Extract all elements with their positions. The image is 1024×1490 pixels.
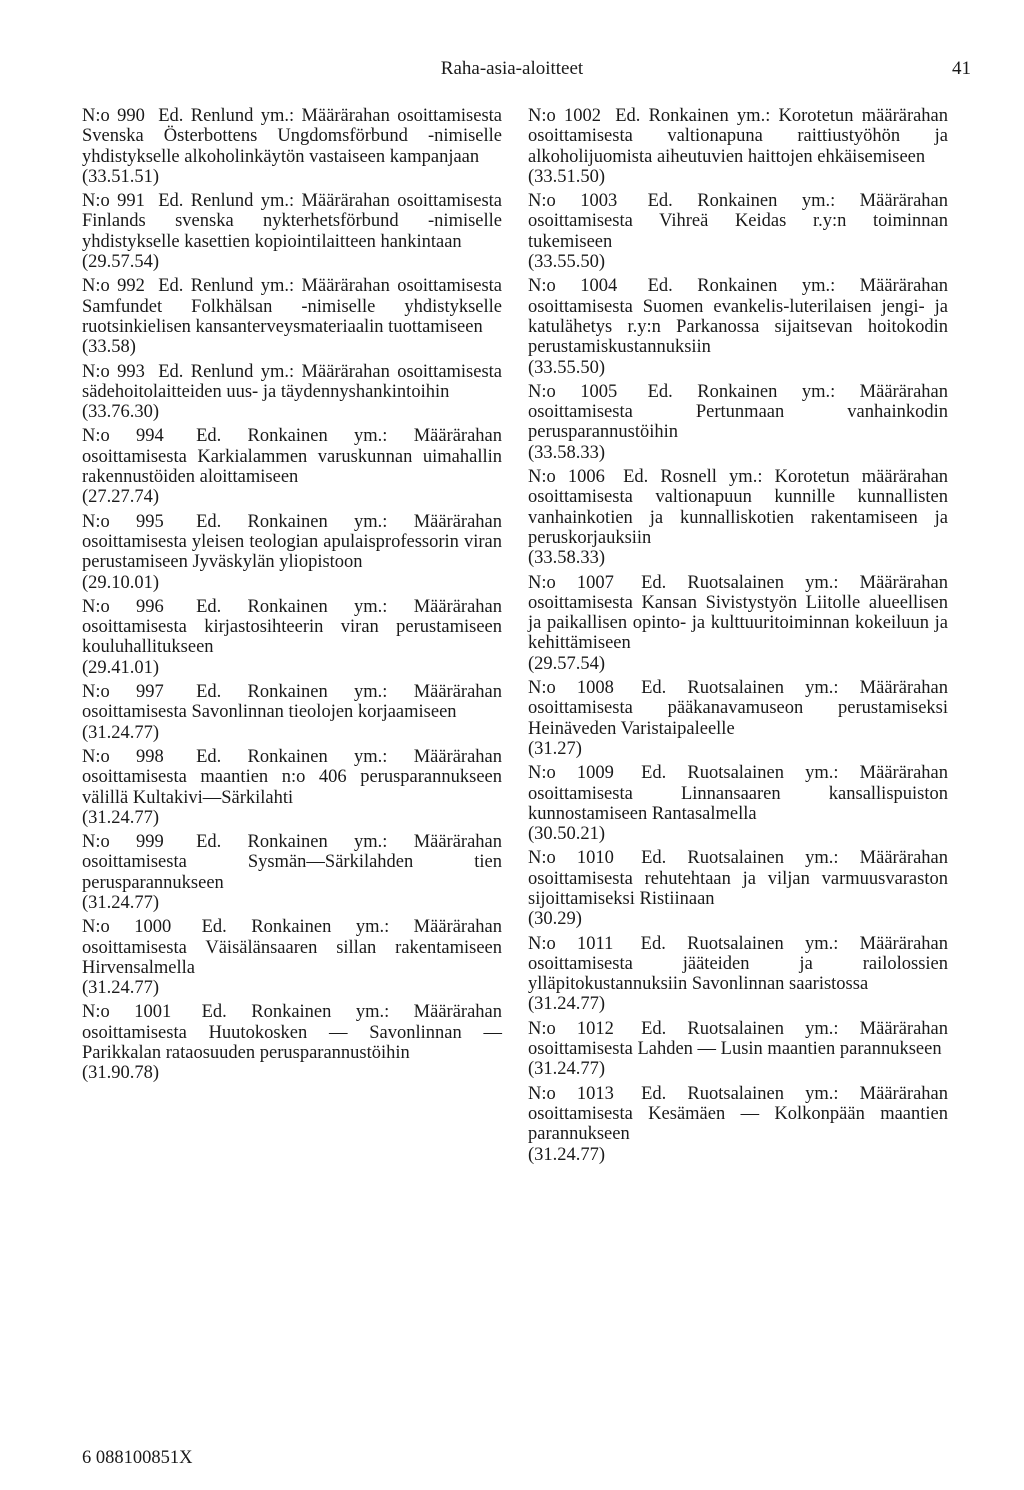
entry-number: N:o 1013 xyxy=(528,1083,614,1104)
entry xyxy=(528,934,948,1015)
entry xyxy=(528,191,948,272)
entry-code: (30.29) xyxy=(528,909,582,930)
entry-text: Ed. Ronkainen ym.: Määrärahan osoittamisesta Karkialammen varuskunnan uimahallin rakennustöiden aloittamiseen xyxy=(82,426,503,488)
entry-code: (33.55.50) xyxy=(528,357,606,378)
entry-code: (30.50.21) xyxy=(528,824,606,845)
entry xyxy=(528,848,948,929)
entry-text: Ed. Ruotsalainen ym.: Määrärahan osoittamisesta Kansan Sivistystyön Liitolle alueellisen ja paikallisen opinto- ja kulttuuritoiminnan kokeiluun ja kehittämiseen xyxy=(528,572,949,654)
right-column xyxy=(528,106,948,1169)
entry-number: N:o 1009 xyxy=(528,763,614,784)
entry xyxy=(82,917,502,998)
entry-number: N:o 993 xyxy=(82,361,145,382)
entry-code: (33.58) xyxy=(82,337,136,358)
entry xyxy=(528,573,948,674)
entry-number: N:o 1012 xyxy=(528,1018,614,1039)
entry xyxy=(528,1084,948,1165)
entry-text: Ed. Renlund ym.: Määrärahan osoittamisesta Svenska Österbottens Ungdomsförbund -nimiselle yhdistykselle alkoholinkäytön vastaiseen kampanjaan xyxy=(82,106,503,167)
entry-text: Ed. Ronkainen ym.: Määrärahan osoittamisesta Huutokosken — Savonlinnan — Parikkalan rataosuuden perusparannustöihin xyxy=(82,1002,502,1064)
entry-text: Ed. Ronkainen ym.: Määrärahan osoittamisesta Väisälänsaaren sillan rakentamiseen Hirvensalmella xyxy=(82,917,502,978)
entry-text: Ed. Ronkainen ym.: Määrärahan osoittamisesta Vihreä Keidas r.y:n toiminnan tukemiseen xyxy=(528,191,948,252)
entry-code: (33.55.50) xyxy=(528,252,606,273)
entry xyxy=(528,1019,948,1080)
entry-code: (31.27) xyxy=(528,738,582,759)
entry-code: (27.27.74) xyxy=(82,487,160,508)
entry xyxy=(82,362,502,423)
entry xyxy=(82,426,502,507)
entry xyxy=(82,191,502,272)
entry-code: (33.58.33) xyxy=(528,548,606,569)
entry-number: N:o 994 xyxy=(82,426,164,447)
entry xyxy=(528,763,948,844)
entry-number: N:o 1000 xyxy=(82,917,172,938)
left-column xyxy=(82,106,502,1088)
entry-code: (33.76.30) xyxy=(82,402,160,423)
entry-text: Ed. Ronkainen ym.: Määrärahan osoittamisesta Savonlinnan tieolojen korjaamiseen xyxy=(82,682,503,723)
entry-number: N:o 998 xyxy=(82,746,164,767)
entry xyxy=(528,276,948,377)
entry-code: (33.51.51) xyxy=(82,166,160,187)
entry-text: Ed. Renlund ym.: Määrärahan osoittamisesta Samfundet Folkhälsan -nimiselle yhdistykselle ruotsinkielisen kansanterveysmateriaalin tuottamiseen xyxy=(82,276,503,337)
entry-code: (33.51.50) xyxy=(528,166,606,187)
entry-code: (33.58.33) xyxy=(528,442,606,463)
entry-text: Ed. Ronkainen ym.: Korotetun määrärahan osoittamisesta valtionapuna raittiustyöhön ja alkoholijuomista aiheutuvien haittojen ehkäisemiseen xyxy=(528,106,949,167)
entry-number: N:o 999 xyxy=(82,832,164,853)
entry-number: N:o 995 xyxy=(82,511,164,532)
entry-text: Ed. Ruotsalainen ym.: Määrärahan osoittamisesta pääkanavamuseon perustamiseksi Heinäveden Varistaipaleelle xyxy=(528,678,949,739)
entry-text: Ed. Ronkainen ym.: Määrärahan osoittamisesta yleisen teologian apulaisprofessorin viran perustamiseen Jyväskylän yliopistoon xyxy=(82,511,503,573)
entry-number: N:o 1005 xyxy=(528,381,618,402)
entry xyxy=(528,678,948,759)
entry-number: N:o 1008 xyxy=(528,678,614,699)
entry-number: N:o 996 xyxy=(82,596,164,617)
entry-number: N:o 992 xyxy=(82,276,145,297)
entry-text: Ed. Ruotsalainen ym.: Määrärahan osoittamisesta Linnansaaren kansallispuiston kunnostamiseen Rantasalmella xyxy=(528,763,949,824)
entry-number: N:o 1003 xyxy=(528,191,618,212)
entry-text: Ed. Ronkainen ym.: Määrärahan osoittamisesta Suomen evankelis-luterilaisen jengi- ja katulähetys r.y:n Parkanossa sijaitsevan hoitokodin perustamiskustannuksiin xyxy=(528,276,948,358)
entry xyxy=(528,106,948,187)
entry-code: (31.24.77) xyxy=(528,1059,606,1080)
entry xyxy=(82,682,502,743)
entry-number: N:o 1006 xyxy=(528,467,605,488)
entry-text: Ed. Ruotsalainen ym.: Määrärahan osoittamisesta jääteiden ja railolossien ylläpitokustannuksiin Savonlinnan saaristossa xyxy=(528,933,949,995)
entry-code: (31.24.77) xyxy=(528,1144,606,1165)
entry xyxy=(528,467,948,568)
entry xyxy=(82,512,502,593)
entry-code: (31.24.77) xyxy=(528,994,606,1015)
entry xyxy=(82,1002,502,1083)
entry-number: N:o 997 xyxy=(82,682,164,703)
entry-code: (31.90.78) xyxy=(82,1063,160,1084)
entry-text: Ed. Ronkainen ym.: Määrärahan osoittamisesta maantien n:o 406 perusparannukseen välillä Kultakivi—Särkilahti xyxy=(82,746,503,808)
entry xyxy=(82,832,502,913)
entry-text: Ed. Ruotsalainen ym.: Määrärahan osoittamisesta rehutehtaan ja viljan varmuusvaraston sijoittamiseksi Ristiinaan xyxy=(528,848,949,909)
entry-text: Ed. Ruotsalainen ym.: Määrärahan osoittamisesta Kesämäen — Kolkonpään maantien parannukseen xyxy=(528,1083,949,1145)
entry-code: (29.41.01) xyxy=(82,657,160,678)
entry-number: N:o 1004 xyxy=(528,276,618,297)
entry-number: N:o 1011 xyxy=(528,933,614,954)
entry-code: (29.10.01) xyxy=(82,572,160,593)
entry-text: Ed. Renlund ym.: Määrärahan osoittamisesta Finlands svenska nykterhetsförbund -nimiselle yhdistykselle kasettien kopiointilaitteen hankintaan xyxy=(82,191,503,252)
entry-number: N:o 1007 xyxy=(528,572,614,593)
entry-number: N:o 1010 xyxy=(528,848,614,869)
entry-text: Ed. Ronkainen ym.: Määrärahan osoittamisesta Sysmän—Särkilahden tien perusparannukseen xyxy=(82,832,503,893)
entry-code: (29.57.54) xyxy=(82,252,160,273)
entry-text: Ed. Ronkainen ym.: Määrärahan osoittamisesta Pertunmaan vanhainkodin perusparannustöihin xyxy=(528,381,948,443)
entry-code: (29.57.54) xyxy=(528,653,606,674)
entry xyxy=(82,597,502,678)
entry-text: Ed. Rosnell ym.: Korotetun määrärahan osoittamisesta valtionapuun kunnille kunnallisten vanhainkotien ja kunnalliskotien rakentamiseen ja peruskorjauksiin xyxy=(528,467,949,548)
page-number: 41 xyxy=(952,58,971,79)
entry-code: (31.24.77) xyxy=(82,892,160,913)
entry-number: N:o 1001 xyxy=(82,1002,172,1023)
entry-text: Ed. Renlund ym.: Määrärahan osoittamisesta sädehoitolaitteiden uus- ja täydennyshankintoihin xyxy=(82,361,503,402)
entry-number: N:o 990 xyxy=(82,106,145,126)
entry-number: N:o 1002 xyxy=(528,106,601,126)
entry-code: (31.24.77) xyxy=(82,722,160,743)
entry-number: N:o 991 xyxy=(82,191,145,212)
entry xyxy=(82,276,502,357)
entry-text: Ed. Ruotsalainen ym.: Määrärahan osoittamisesta Lahden — Lusin maantien parannukseen xyxy=(528,1018,949,1060)
entry-code: (31.24.77) xyxy=(82,807,160,828)
entry-code: (31.24.77) xyxy=(82,978,160,999)
entry xyxy=(82,747,502,828)
entry xyxy=(528,382,948,463)
page-header-title: Raha-asia-aloitteet xyxy=(440,58,584,79)
entry xyxy=(82,106,502,187)
entry-text: Ed. Ronkainen ym.: Määrärahan osoittamisesta kirjastosihteerin viran perustamiseen kouluhallitukseen xyxy=(82,596,503,658)
footer-print-code: 6 088100851X xyxy=(82,1448,193,1468)
